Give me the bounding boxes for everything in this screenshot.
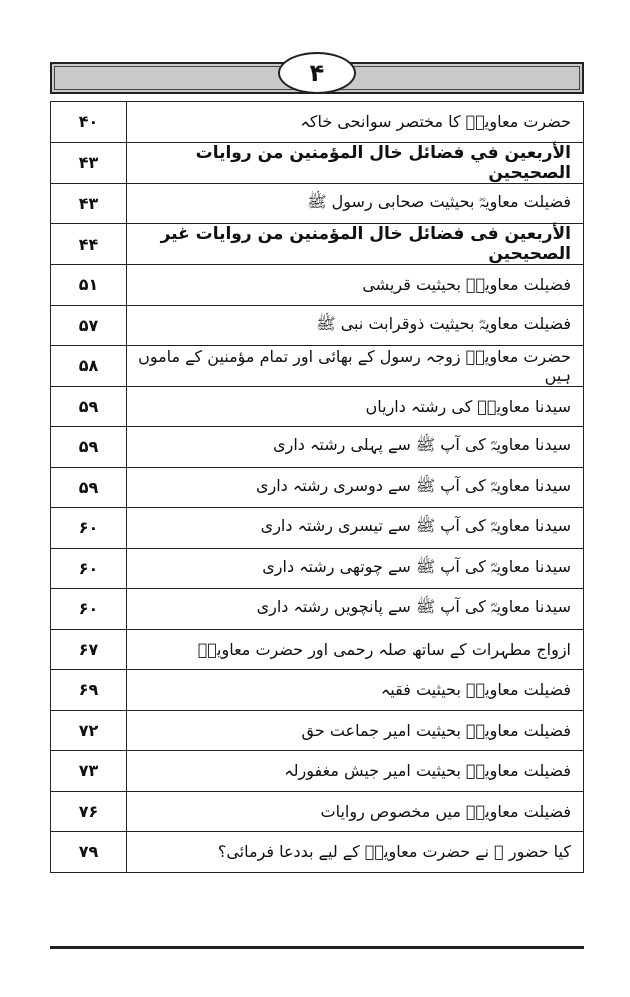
toc-row[interactable] — [51, 386, 584, 427]
toc-entry-page: ۷۳ — [51, 751, 127, 792]
bottom-rule — [50, 946, 584, 949]
toc-entry-title: کیا حضور ﷺ نے حضرت معاویہؓ کے لیے بددعا فرمائی؟ — [127, 832, 584, 873]
toc-entry-page: ۶۷ — [51, 629, 127, 670]
toc-entry-page: ۴۳ — [51, 183, 127, 224]
toc-entry-page: ۷۶ — [51, 791, 127, 832]
toc-row[interactable] — [51, 183, 584, 224]
toc-row[interactable] — [51, 670, 584, 711]
toc-row[interactable] — [51, 224, 584, 265]
toc-row[interactable] — [51, 265, 584, 306]
toc-entry-page: ۶۰ — [51, 548, 127, 589]
toc-row[interactable] — [51, 832, 584, 873]
toc-entry-title: حضرت معاویہؓ کا مختصر سوانحی خاکہ — [127, 102, 584, 143]
toc-entry-title: فضیلت معاویہؓ بحیثیت صحابی رسول ﷺ — [127, 183, 584, 224]
toc-entry-page: ۵۹ — [51, 386, 127, 427]
toc-entry-page: ۴۴ — [51, 224, 127, 265]
toc-entry-title: الأربعين فی فضائل خال المؤمنين من روايات غير الصحيحين — [127, 224, 584, 265]
toc-entry-title: سیدنا معاویہؓ کی آپ ﷺ سے چوتھی رشتہ داری — [127, 548, 584, 589]
toc-entry-page: ۵۱ — [51, 265, 127, 306]
toc-entry-page: ۷۲ — [51, 710, 127, 751]
toc-row[interactable] — [51, 791, 584, 832]
toc-row[interactable] — [51, 467, 584, 508]
toc-entry-title: سیدنا معاویہؓ کی آپ ﷺ سے پہلی رشتہ داری — [127, 427, 584, 468]
page-number-badge — [278, 52, 356, 94]
toc-entry-title: ازواج مطہرات کے ساتھ صلہ رحمی اور حضرت معاویہؓ — [127, 629, 584, 670]
toc-entry-page: ۵۸ — [51, 346, 127, 387]
toc-row[interactable] — [51, 508, 584, 549]
toc-entry-title: فضیلت معاویہؓ بحیثیت ذوقرابت نبی ﷺ — [127, 305, 584, 346]
toc-entry-page: ۴۳ — [51, 142, 127, 183]
toc-entry-page: ۴۰ — [51, 102, 127, 143]
toc-row[interactable] — [51, 589, 584, 630]
toc-entry-page: ۶۹ — [51, 670, 127, 711]
toc-row[interactable] — [51, 710, 584, 751]
toc-entry-title: فضیلت معاویہؓ بحیثیت امیر جماعت حق — [127, 710, 584, 751]
toc-row[interactable] — [51, 548, 584, 589]
toc-entry-title: حضرت معاویہؓ زوجہ رسول کے بھائی اور تمام مؤمنین کے ماموں ہیں — [127, 346, 584, 387]
toc-entry-title: فضیلت معاویہؓ بحیثیت قریشی — [127, 265, 584, 306]
toc-entry-title: سیدنا معاویہؓ کی آپ ﷺ سے پانچویں رشتہ داری — [127, 589, 584, 630]
toc-entry-title: فضیلت معاویہؓ بحیثیت امیر جیش مغفورلہ — [127, 751, 584, 792]
toc-row[interactable] — [51, 102, 584, 143]
toc-entry-page: ۵۹ — [51, 427, 127, 468]
toc-row[interactable] — [51, 346, 584, 387]
toc-entry-page: ۶۰ — [51, 589, 127, 630]
toc-entry-page: ۵۹ — [51, 467, 127, 508]
toc-entry-page: ۷۹ — [51, 832, 127, 873]
toc-row[interactable] — [51, 305, 584, 346]
toc-entry-title: فضیلت معاویہؓ میں مخصوص روایات — [127, 791, 584, 832]
page-number: ۴ — [309, 59, 325, 87]
toc-entry-page: ۵۷ — [51, 305, 127, 346]
toc-entry-title: سیدنا معاویہؓ کی رشتہ داریاں — [127, 386, 584, 427]
table-of-contents — [50, 101, 584, 873]
toc-entry-page: ۶۰ — [51, 508, 127, 549]
toc-row[interactable] — [51, 751, 584, 792]
toc-entry-title: فضیلت معاویہؓ بحیثیت فقیہ — [127, 670, 584, 711]
toc-entry-title: سیدنا معاویہؓ کی آپ ﷺ سے تیسری رشتہ داری — [127, 508, 584, 549]
toc-entry-title: سیدنا معاویہؓ کی آپ ﷺ سے دوسری رشتہ داری — [127, 467, 584, 508]
toc-row[interactable] — [51, 142, 584, 183]
toc-row[interactable] — [51, 629, 584, 670]
toc-row[interactable] — [51, 427, 584, 468]
toc-entry-title: الأربعين في فضائل خال المؤمنين من روايات الصحيحين — [127, 142, 584, 183]
